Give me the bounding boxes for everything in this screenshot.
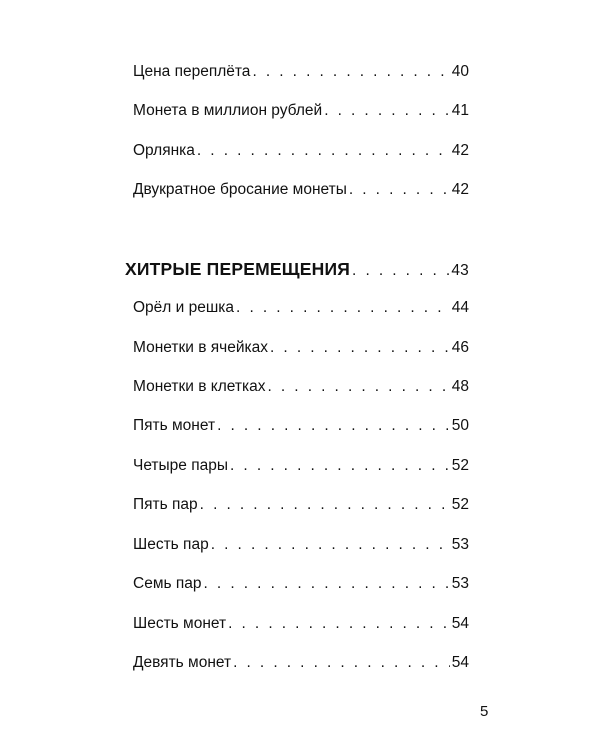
- toc-entry-title: Девять монет: [133, 654, 232, 671]
- toc-entry: [133, 140, 469, 162]
- toc-entry: [133, 494, 469, 516]
- toc-entry: [133, 337, 469, 359]
- toc-entry: [133, 652, 469, 674]
- toc-entry-page: 54: [451, 654, 469, 671]
- toc-entry-title: Монетки в клетках: [133, 378, 266, 395]
- toc-entry-page: 54: [451, 615, 469, 632]
- toc-entry: [133, 179, 469, 201]
- toc-leader-dots: [197, 140, 450, 162]
- toc-leader-dots: [228, 613, 450, 635]
- toc-entry-title: Орлянка: [133, 142, 195, 159]
- toc-leader-dots: [233, 652, 450, 674]
- toc-section-heading: [125, 258, 469, 280]
- toc-entry-title: Монетки в ячейках: [133, 339, 268, 356]
- toc-entry-page: 46: [451, 339, 469, 356]
- toc-entry-title: Шесть монет: [133, 615, 227, 632]
- toc-entry-page: 50: [451, 417, 469, 434]
- toc-entry-title: Орёл и решка: [133, 299, 235, 316]
- toc-entry-title: Шесть пар: [133, 536, 209, 553]
- toc-entry-title: Пять монет: [133, 417, 216, 434]
- toc-entry: [133, 415, 469, 437]
- toc-entry-title: Монета в миллион рублей: [133, 102, 323, 119]
- toc-entry-page: 44: [451, 299, 469, 316]
- toc-entry-title: Семь пар: [133, 575, 202, 592]
- toc-entry: [133, 376, 469, 398]
- toc-entry: [133, 455, 469, 477]
- toc-entry: [133, 100, 469, 122]
- toc-entry-title: Пять пар: [133, 496, 198, 513]
- toc-entry-page: 41: [451, 102, 469, 119]
- toc-leader-dots: [236, 297, 450, 319]
- toc-entry: [133, 61, 469, 83]
- page-number: 5: [480, 703, 489, 720]
- toc-entry: [133, 534, 469, 556]
- toc-section-page: 43: [451, 262, 469, 279]
- toc-leader-dots: [349, 179, 450, 201]
- toc-entry-page: 53: [451, 536, 469, 553]
- toc-entry-page: 52: [451, 457, 469, 474]
- toc-entry-title: Двукратное бросание монеты: [133, 181, 347, 198]
- toc-entry-page: 48: [451, 378, 469, 395]
- toc-entry-title: Четыре пары: [133, 457, 228, 474]
- toc-entry-page: 53: [451, 575, 469, 592]
- toc-entry: [133, 297, 469, 319]
- toc-entry-page: 52: [451, 496, 469, 513]
- toc-leader-dots: [211, 534, 450, 556]
- toc-entry-page: 42: [451, 181, 469, 198]
- toc-entry-page: 42: [451, 142, 469, 159]
- toc-leader-dots: [270, 337, 450, 359]
- toc-leader-dots: [267, 376, 449, 398]
- toc-leader-dots: [217, 415, 450, 437]
- toc-leader-dots: [200, 494, 450, 516]
- toc-entry-title: Цена переплёта: [133, 63, 251, 80]
- toc-leader-dots: [204, 573, 450, 595]
- toc-entry: [133, 613, 469, 635]
- toc-entry-page: 40: [451, 63, 469, 80]
- toc-leader-dots: [230, 455, 450, 477]
- toc-section-title: ХИТРЫЕ ПЕРЕМЕЩЕНИЯ: [125, 259, 351, 279]
- toc-leader-dots: [352, 260, 449, 282]
- toc-leader-dots: [324, 100, 450, 122]
- toc-leader-dots: [252, 61, 449, 83]
- toc-entry: [133, 573, 469, 595]
